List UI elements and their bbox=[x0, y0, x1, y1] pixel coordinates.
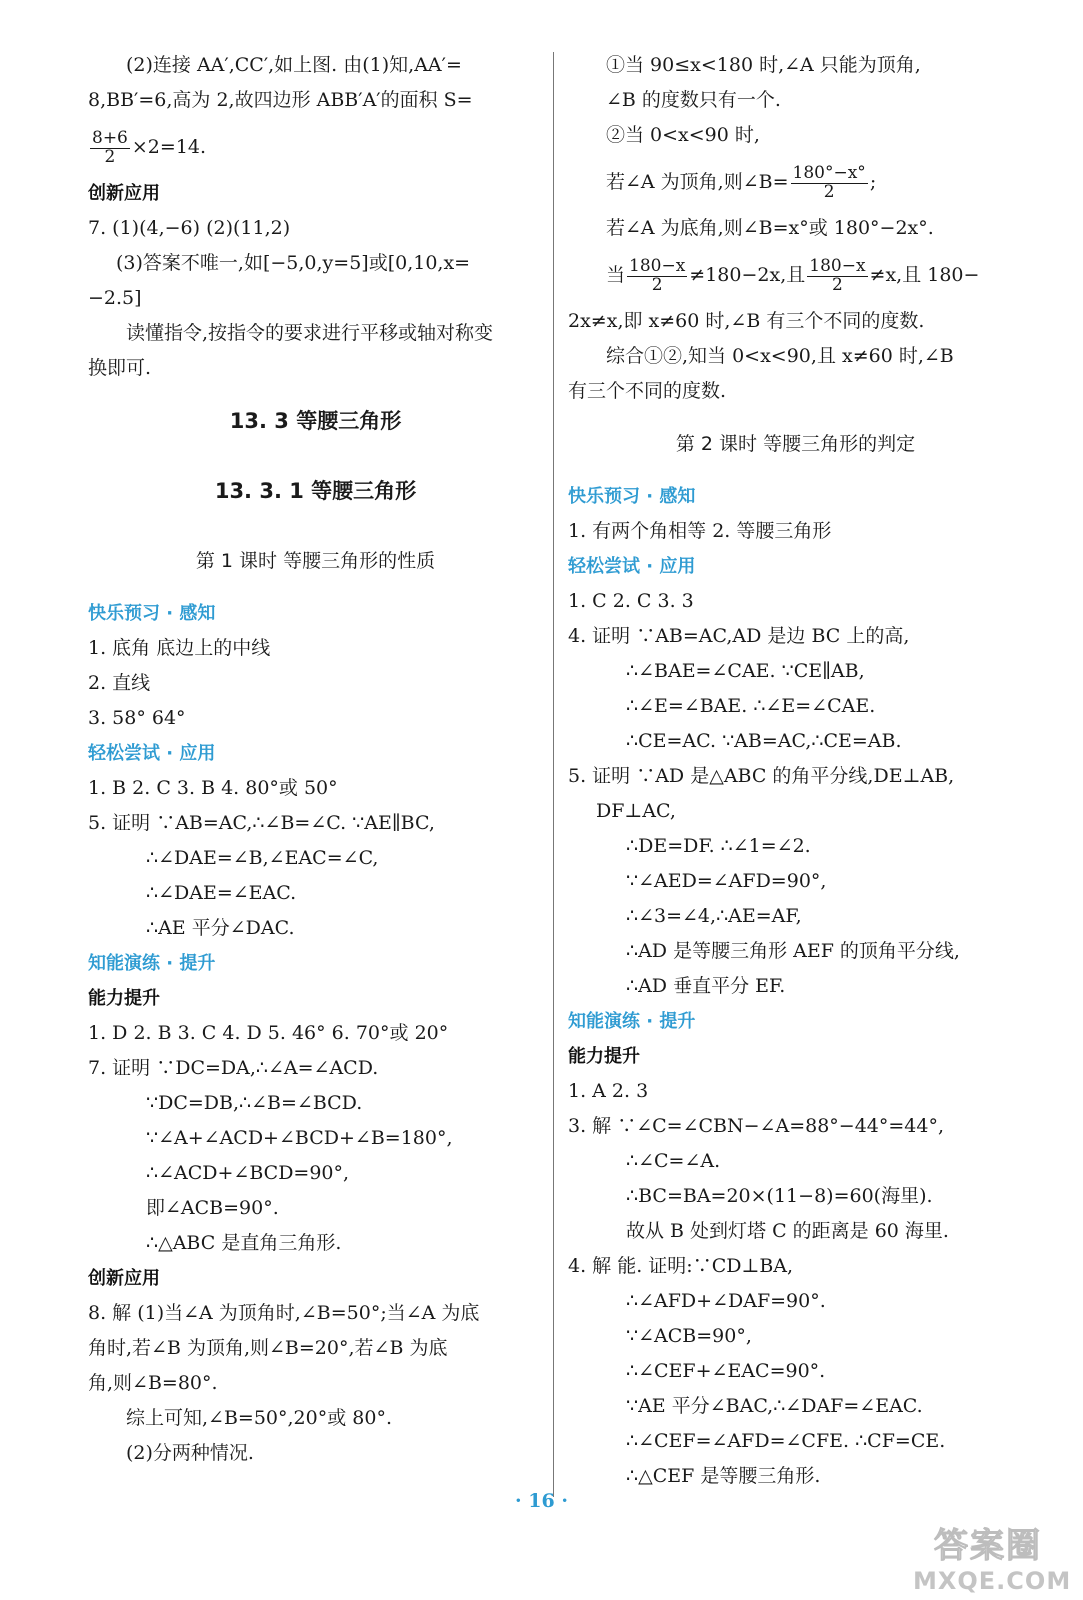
numerator: 8+6 bbox=[92, 127, 128, 148]
answer-line: ∴∠C=∠A. bbox=[626, 1150, 721, 1172]
answer-line: −2.5] bbox=[88, 287, 142, 309]
answer-line: 综合①②,知当 0<x<90,且 x≠60 时,∠B bbox=[606, 345, 954, 367]
page-number: · 16 · bbox=[515, 1490, 568, 1512]
answer-line: ∴AE 平分∠DAC. bbox=[146, 917, 295, 939]
fraction-line bbox=[88, 118, 543, 176]
watermark-logo bbox=[913, 1518, 1072, 1595]
answer-line: ∴∠DAE=∠EAC. bbox=[146, 882, 297, 904]
text-line: (2)连接 AA′,CC′,如上图. 由(1)知,AA′= bbox=[126, 54, 462, 76]
fraction bbox=[807, 255, 867, 295]
fraction bbox=[90, 127, 130, 167]
denominator: 2 bbox=[104, 146, 116, 167]
answer-line: ∴∠3=∠4,∴AE=AF, bbox=[626, 905, 802, 927]
section-title: 13. 3. 1 等腰三角形 bbox=[214, 479, 417, 503]
denominator: 2 bbox=[651, 274, 663, 295]
section-label: 快乐预习 · 感知 bbox=[88, 603, 216, 624]
answer-line: 2x≠x,即 x≠60 时,∠B 有三个不同的度数. bbox=[568, 310, 925, 332]
numerator: 180−x bbox=[809, 255, 866, 276]
answer-line: ①当 90≤x<180 时,∠A 只能为顶角, bbox=[606, 54, 921, 76]
fraction bbox=[627, 255, 687, 295]
answer-line: ∵AE 平分∠BAC,∴∠DAF=∠EAC. bbox=[626, 1395, 923, 1417]
section-label: 快乐预习 · 感知 bbox=[568, 486, 696, 507]
denominator: 2 bbox=[823, 181, 835, 202]
section-label: 知能演练 · 提升 bbox=[88, 953, 216, 974]
answer-line: ∴AD 是等腰三角形 AEF 的顶角平分线, bbox=[626, 940, 960, 962]
fraction bbox=[791, 162, 868, 202]
answer-line: 1. A 2. 3 bbox=[568, 1080, 649, 1102]
text-span: ×2=14. bbox=[131, 136, 207, 158]
section-label: 轻松尝试 · 应用 bbox=[568, 556, 696, 577]
answer-line: 1. 底角 底边上的中线 bbox=[88, 637, 271, 659]
answer-line: ∴∠CEF+∠EAC=90°. bbox=[626, 1360, 826, 1382]
text-line: 8,BB′=6,高为 2,故四边形 ABB′A′的面积 S= bbox=[88, 89, 473, 111]
watermark-url: MXQE.COM bbox=[913, 1567, 1072, 1595]
answer-line: DF⊥AC, bbox=[596, 800, 676, 822]
answer-line: ∴DE=DF. ∴∠1=∠2. bbox=[626, 835, 811, 857]
answer-line: ∴∠BAE=∠CAE. ∵CE∥AB, bbox=[626, 660, 865, 682]
section-label: 知能演练 · 提升 bbox=[568, 1011, 696, 1032]
answer-line: ∴∠E=∠BAE. ∴∠E=∠CAE. bbox=[626, 695, 876, 717]
answer-line: (3)答案不唯一,如[−5,0,y=5]或[0,10,x= bbox=[116, 252, 471, 274]
column-divider bbox=[553, 52, 554, 1497]
numerator: 180°−x° bbox=[792, 162, 866, 183]
answer-line: ∵∠A+∠ACD+∠BCD+∠B=180°, bbox=[146, 1127, 453, 1149]
answer-line: ∴∠DAE=∠B,∠EAC=∠C, bbox=[146, 847, 379, 869]
answer-line: 有三个不同的度数. bbox=[568, 380, 727, 402]
right-column bbox=[568, 48, 1023, 1494]
answer-line: 1. B 2. C 3. B 4. 80°或 50° bbox=[88, 777, 338, 799]
answer-line: ②当 0<x<90 时, bbox=[606, 124, 760, 146]
answer-line: 3. 解 ∵∠C=∠CBN−∠A=88°−44°=44°, bbox=[568, 1115, 945, 1137]
answer-line: ∴CE=AC. ∵AB=AC,∴CE=AB. bbox=[626, 730, 902, 752]
answer-line: 4. 解 能. 证明:∵CD⊥BA, bbox=[568, 1255, 794, 1277]
answer-line: 角,则∠B=80°. bbox=[88, 1372, 218, 1394]
answer-line: 5. 证明 ∵AD 是△ABC 的角平分线,DE⊥AB, bbox=[568, 765, 955, 787]
fraction-line bbox=[568, 153, 1023, 211]
section-heading: 能力提升 bbox=[88, 988, 160, 1009]
answer-line: 5. 证明 ∵AB=AC,∴∠B=∠C. ∵AE∥BC, bbox=[88, 812, 435, 834]
text-span: 若∠A 为顶角,则∠B= bbox=[606, 171, 789, 193]
answer-line: 7. (1)(4,−6) (2)(11,2) bbox=[88, 217, 291, 239]
answer-line: ∴∠CEF=∠AFD=∠CFE. ∴CF=CE. bbox=[626, 1430, 946, 1452]
left-column bbox=[88, 48, 543, 1471]
section-heading: 能力提升 bbox=[568, 1046, 640, 1067]
answer-line: 即∠ACB=90°. bbox=[146, 1197, 279, 1219]
answer-line: ∴AD 垂直平分 EF. bbox=[626, 975, 786, 997]
answer-line: ∵DC=DB,∴∠B=∠BCD. bbox=[146, 1092, 363, 1114]
answer-line: 1. D 2. B 3. C 4. D 5. 46° 6. 70°或 20° bbox=[88, 1022, 449, 1044]
answer-line: ∴△CEF 是等腰三角形. bbox=[626, 1465, 821, 1487]
lesson-title: 第 1 课时 等腰三角形的性质 bbox=[195, 550, 436, 572]
answer-line: 综上可知,∠B=50°,20°或 80°. bbox=[126, 1407, 392, 1429]
fraction-line bbox=[568, 246, 1023, 304]
answer-line: ∵∠AED=∠AFD=90°, bbox=[626, 870, 827, 892]
watermark-text: 答案圈 bbox=[934, 1526, 1042, 1566]
answer-line: 1. 有两个角相等 2. 等腰三角形 bbox=[568, 520, 832, 542]
answer-line: 7. 证明 ∵DC=DA,∴∠A=∠ACD. bbox=[88, 1057, 379, 1079]
answer-line: 3. 58° 64° bbox=[88, 707, 186, 729]
answer-line: ∴BC=BA=20×(11−8)=60(海里). bbox=[626, 1185, 933, 1207]
section-heading: 创新应用 bbox=[88, 1268, 160, 1289]
answer-line: 角时,若∠B 为顶角,则∠B=20°,若∠B 为底 bbox=[88, 1337, 448, 1359]
answer-line: ∴△ABC 是直角三角形. bbox=[146, 1232, 342, 1254]
answer-line: 换即可. bbox=[88, 357, 152, 379]
answer-line: 故从 B 处到灯塔 C 的距离是 60 海里. bbox=[626, 1220, 949, 1242]
section-heading: 创新应用 bbox=[88, 183, 160, 204]
chapter-title: 13. 3 等腰三角形 bbox=[229, 409, 402, 433]
answer-line: 1. C 2. C 3. 3 bbox=[568, 590, 694, 612]
answer-line: ∵∠ACB=90°, bbox=[626, 1325, 752, 1347]
answer-line: 读懂指令,按指令的要求进行平移或轴对称变 bbox=[126, 322, 494, 344]
answer-line: 4. 证明 ∵AB=AC,AD 是边 BC 上的高, bbox=[568, 625, 910, 647]
numerator: 180−x bbox=[629, 255, 686, 276]
answer-line: (2)分两种情况. bbox=[126, 1442, 254, 1464]
text-span: ≠x,且 180− bbox=[869, 264, 980, 286]
text-span: 当 bbox=[606, 264, 626, 286]
answer-line: 若∠A 为底角,则∠B=x°或 180°−2x°. bbox=[606, 217, 934, 239]
answer-line: 8. 解 (1)当∠A 为顶角时,∠B=50°;当∠A 为底 bbox=[88, 1302, 480, 1324]
text-span: ≠180−2x,且 bbox=[689, 264, 806, 286]
section-label: 轻松尝试 · 应用 bbox=[88, 743, 216, 764]
answer-line: ∴∠AFD+∠DAF=90°. bbox=[626, 1290, 826, 1312]
answer-line: ∴∠ACD+∠BCD=90°, bbox=[146, 1162, 350, 1184]
text-span: ; bbox=[869, 171, 877, 193]
denominator: 2 bbox=[831, 274, 843, 295]
answer-line: 2. 直线 bbox=[88, 672, 151, 694]
answer-line: ∠B 的度数只有一个. bbox=[606, 89, 781, 111]
lesson-title: 第 2 课时 等腰三角形的判定 bbox=[675, 433, 916, 455]
